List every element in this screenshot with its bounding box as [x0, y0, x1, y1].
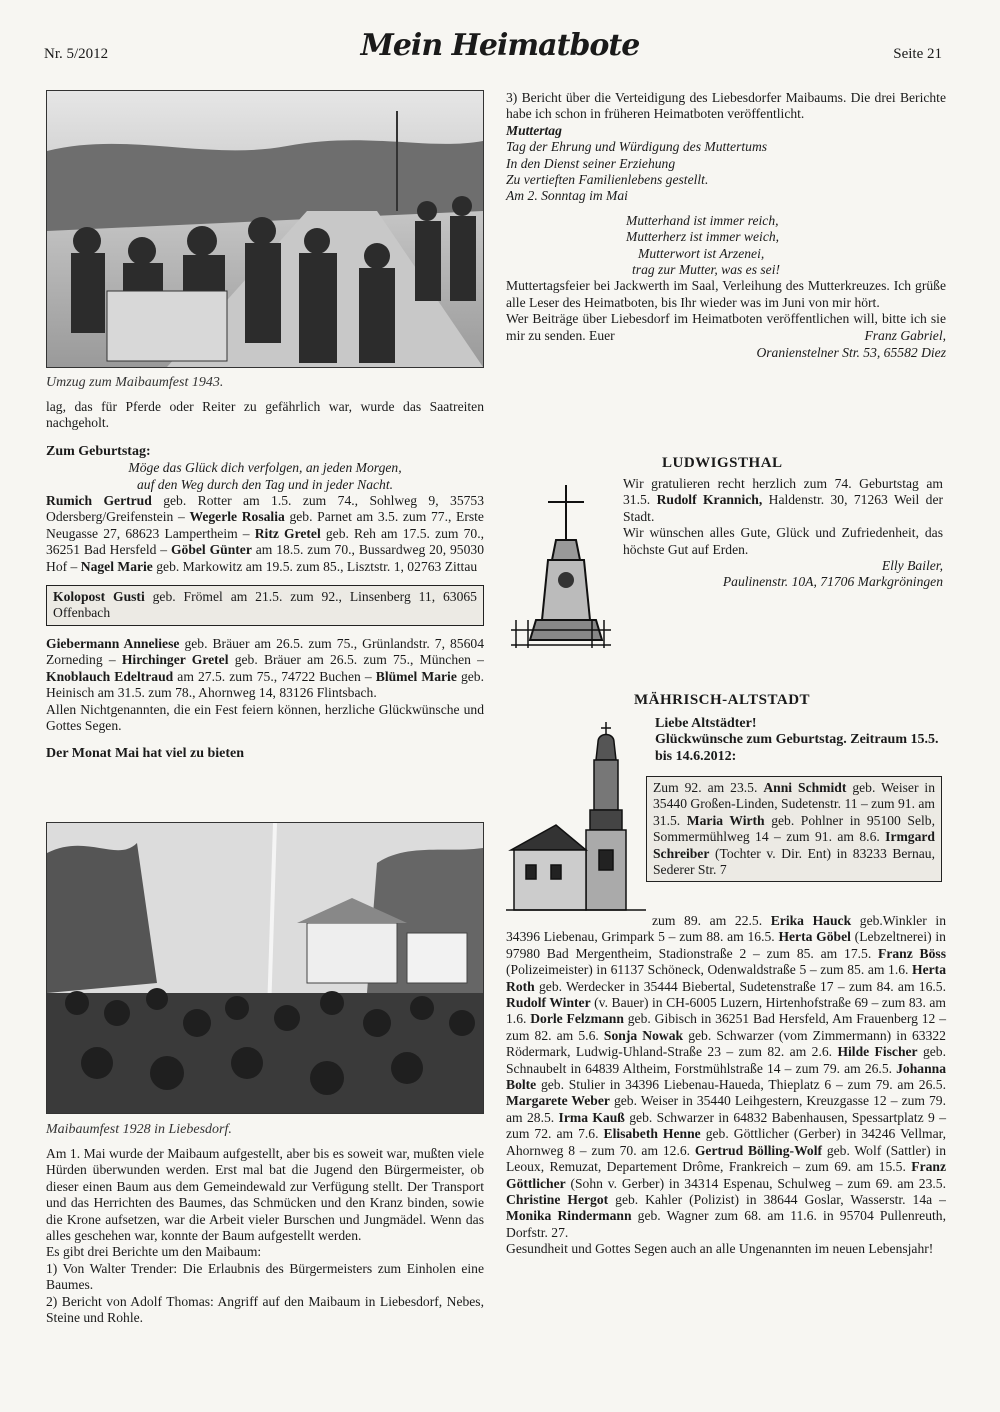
mother-poem	[506, 213, 946, 279]
mother-poem-line: Mutterhand ist immer reich,	[626, 212, 779, 228]
birthday-name: Gertrud Bölling-Wolf	[694, 1142, 823, 1158]
birthday-details: geb.Winkler in 34396 Liebenau, Grimpark 5 – zum 88. am 16.5.	[506, 913, 946, 945]
birthday-name: Herta Göbel	[778, 929, 851, 945]
birthday-details: zum 89. am 22.5.	[652, 913, 771, 928]
birthday-details: geb. Parnet am 3.5. zum 77., Erste Neugasse 27, 68623 Lampertheim –	[46, 509, 484, 541]
maypole-photo-illustration	[47, 823, 483, 1113]
birthday-name: Christine Hergot	[506, 1191, 609, 1207]
birthday-name: Hirchinger Gretel	[121, 652, 229, 668]
birthday-name: Knoblauch Edeltraud	[46, 668, 174, 684]
photo-maypole-1928	[46, 822, 484, 1114]
procession-photo-illustration	[47, 91, 483, 367]
birthday-details: geb. Werdecker in 35444 Biebertal, Sudetenstraße 17 – zum 84. am 16.5.	[534, 978, 946, 994]
ludwigsthal-pre: Wir gratulieren recht herzlich zum 74. Geburtstag am 31.5.	[623, 476, 943, 508]
birthday-name: Maria Wirth	[686, 812, 765, 828]
signature-name: Elly Bailer,	[881, 558, 943, 574]
birthday-details: geb. Schnaubelt in 64839 Altheim, Forstmühlstraße 14 – zum 79. am 26.5.	[506, 1044, 946, 1076]
birthday-details: am 27.5. zum 75., 74722 Buchen –	[173, 668, 376, 684]
birthday-name: Ritz Gretel	[254, 525, 321, 541]
altstadt-birthdays	[506, 913, 946, 1241]
birthday-details: geb. Weiser in 35440 Großen-Linden, Sudetenstr. 11 – zum 91. am 31.5.	[653, 780, 936, 828]
altstadt-greeting: Liebe Altstädter!	[655, 716, 757, 731]
report-1: 1) Von Walter Trender: Die Erlaubnis des Bürgermeisters zum Einholen eine Baumes.	[46, 1260, 484, 1293]
poem-line-2: auf den Weg durch den Tag und in jeder Nacht.	[137, 476, 393, 492]
birthday-name: Kolopost Gusti	[53, 589, 145, 605]
birthday-details: geb. Heinisch am 31.5. zum 78., Ahornweg 14, 83126 Flintsbach.	[46, 668, 484, 701]
birthday-details: geb. Bräuer am 26.5. zum 75., München –	[228, 652, 484, 668]
birthday-details: am 18.5. zum 70., Bussardweg 20, 95030 Hof –	[46, 542, 484, 574]
birthday-name: Franz Böss	[878, 945, 946, 961]
report-2: 2) Bericht von Adolf Thomas: Angriff auf den Maibaum in Liebesdorf, Nebes, Steine und Rohle.	[46, 1293, 484, 1326]
birthday-name: Johanna Bolte	[506, 1060, 946, 1093]
birthday-list-1	[46, 493, 484, 575]
birthday-list-2	[46, 636, 484, 702]
altstadt-intro	[655, 716, 943, 765]
birthday-name: Rudolf Winter	[506, 995, 591, 1011]
birthday-name: Göbel Günter	[170, 542, 252, 558]
birthday-details: (Polizeimeister) in 61137 Schöneck, Odenwaldstraße 5 – zum 85. am 1.6.	[506, 962, 913, 978]
church-icon	[506, 720, 646, 920]
ludwigsthal-text	[623, 476, 943, 591]
birthday-details: (Lebzeltnerei) in 97980 Bad Mergentheim, Stadionstraße 2 – zum 85. am 17.5.	[506, 929, 946, 961]
maypole-text: Am 1. Mai wurde der Maibaum aufgestellt, aber bis es soweit war, mußten viele Hürden überwunden werden. Erst mal bat die Jugend den Bürgermeister, ob dieser einen Baum aus dem Gemeindewald zur Verfügung stellt. Der Transport und das Herrichten des Baumes, das Schmücken und den Kranz binden, sowie die Krone aufsetzen, war die Arbeit vieler Burschen und Jungmädel. Wenn das alles geschehen war, konnte der Baum aufgestellt werden.	[46, 1146, 484, 1244]
birthday-details: geb. Weiser in 35440 Leihgestern, Kreuzgasse 12 – zum 79. am 28.5.	[506, 1093, 947, 1125]
reports-intro: Es gibt drei Berichte um den Maibaum:	[46, 1244, 262, 1260]
mother-poem-line: Mutterwort ist Arzenei,	[638, 245, 765, 261]
altstadt-birthday-list	[506, 913, 946, 1258]
birthday-name: Hilde Fischer	[837, 1044, 918, 1060]
ludwigsthal-greeting	[623, 476, 943, 525]
church-illustration	[506, 720, 646, 920]
birthday-name: Anni Schmidt	[763, 780, 847, 795]
poem-line-1: Möge das Glück dich verfolgen, an jeden Morgen,	[128, 460, 402, 476]
altstadt-boxed-birthdays	[646, 776, 942, 882]
right-column-top-text	[506, 90, 946, 361]
report-3: 3) Bericht über die Verteidigung des Liebesdorfer Maibaums. Die drei Berichte habe ich schon in früheren Heimatboten veröffentlicht.	[506, 90, 946, 122]
birthday-details: geb. Frömel am 21.5. zum 92., Linsenberg 11, 63065 Offenbach	[53, 589, 477, 621]
cross-monument-illustration	[506, 480, 616, 650]
blessing-text: Allen Nichtgenannten, die ein Fest feiern können, herzliche Glückwünsche und Gottes Segen.	[46, 701, 484, 733]
mothersday-line: Zu vertieften Familienlebens gestellt.	[506, 172, 709, 188]
birthday-name: Elisabeth Henne	[603, 1126, 701, 1142]
birthday-name: Rudolf Krannich,	[656, 492, 763, 508]
caption-maypole: Maibaumfest 1928 in Liebesdorf.	[46, 1122, 232, 1137]
masthead-title: Mein Heimatbote	[360, 28, 640, 63]
may-heading: Der Monat Mai hat viel zu bieten	[46, 746, 245, 762]
page-number: Seite 21	[893, 46, 942, 62]
birthday-name: Herta Roth	[506, 962, 946, 994]
photo-procession-1943	[46, 90, 484, 368]
mothersday-line: In den Dienst seiner Erziehung	[506, 155, 676, 171]
mothersday-text: Muttertagsfeier bei Jackwerth im Saal, Verleihung des Mutterkreuzes. Ich grüße alle Leser des Heimatboten, bis Ihr wieder was im Juni von mir hört.	[506, 278, 946, 310]
birthday-details: geb. Schwarzer in 64832 Babenhausen, Spessartplatz 9 – zum 72. am 7.6.	[506, 1109, 946, 1142]
contributions-text: Wer Beiträge über Liebesdorf im Heimatboten veröffentlichen will, bitte ich sie mir zu senden. Euer	[506, 311, 946, 343]
birthday-details: geb. Gibisch in 36251 Bad Hersfeld, Am Frauenberg 12 – zum 82. am 5.6.	[506, 1011, 946, 1043]
mothersday-line: Am 2. Sonntag im Mai	[506, 188, 628, 204]
birthday-name: Sonja Nowak	[603, 1027, 684, 1043]
birthday-details: geb. Rotter am 1.5. zum 74., Sohlweg 9, 35753 Odersberg/Greifenstein –	[46, 493, 485, 525]
birthday-details: geb. Schwarzer (vom Zimmermann) in 63322 Rödermark, Ludwig-Uhland-Straße 23 – zum 82. am 2.6.	[506, 1027, 946, 1060]
birthday-name: Nagel Marie	[80, 558, 153, 574]
birthday-details: (Sohn v. Gerber) in 34314 Espenau, Schulweg – zum 69. am 23.5.	[565, 1175, 946, 1191]
birthday-name: Irmgard Schreiber	[653, 829, 935, 861]
birthday-name: Margarete Weber	[506, 1093, 610, 1109]
boxed-birthday	[46, 585, 484, 626]
mothersday-title: Muttertag	[506, 122, 562, 138]
birthday-name: Giebermann Anneliese	[46, 635, 180, 651]
birthday-details: (Tochter v. Dir. Ent) in 83233 Bernau, Sederer Str. 7	[653, 845, 935, 878]
birthday-name: Rumich Gertrud	[46, 493, 152, 509]
left-column-bottom-text	[46, 1146, 484, 1326]
section-title-ludwigsthal: LUDWIGSTHAL	[662, 455, 783, 471]
mother-poem-line: Mutterherz ist immer weich,	[626, 229, 780, 245]
birthday-details: geb. Pohlner in 95100 Selb, Sommermühlweg 14 – zum 91. am 8.6.	[653, 812, 935, 845]
birthday-details: geb. Bräuer am 26.5. zum 75., Grünlandstr. 7, 85604 Zorneding –	[46, 635, 484, 668]
birthday-name: Monika Rindermann	[506, 1208, 632, 1224]
continuation-text: lag, das für Pferde oder Reiter zu gefährlich war, wurde das Saatreiten nachgeholt.	[46, 399, 484, 431]
mothersday-line: Tag der Ehrung und Würdigung des Muttertums	[506, 139, 768, 155]
birthday-details: geb. Wolf (Sattler) in Leoux, Remuzat, Departement Drôme, Frankreich – zum 69. am 15.5.	[506, 1142, 946, 1175]
birthday-details: geb. Wagner zum 68. am 11.6. in 95704 Pullenreuth, Dorfstr. 27.	[506, 1208, 946, 1240]
ludwigsthal-post: Haldenstr. 30, 71263 Weil der Stadt.	[623, 492, 944, 524]
ludwigsthal-wish: Wir wünschen alles Gute, Glück und Zufriedenheit, das höchste Gut auf Erden.	[623, 525, 943, 557]
birthday-name: Dorle Felzmann	[530, 1011, 624, 1027]
left-column-text	[46, 399, 484, 763]
birthday-details: (v. Bauer) in CH-6005 Luzern, Hirtenhofstraße 69 – zum 83. am 1.6.	[506, 995, 946, 1027]
closing-text: Gesundheit und Gottes Segen auch an alle Ungenannten im neuen Lebensjahr!	[506, 1241, 934, 1257]
birthday-name: Irma Kauß	[558, 1109, 625, 1125]
altstadt-subtitle: Glückwünsche zum Geburtstag. Zeitraum 15.5. bis 14.6.2012:	[655, 732, 939, 764]
birthday-name: Franz Göttlicher	[506, 1159, 946, 1191]
birthday-details: geb. Stulier in 34396 Liebenau-Haueda, Thieplatz 6 – zum 79. am 26.5.	[536, 1077, 946, 1093]
birthday-details: Zum 92. am 23.5.	[653, 780, 764, 795]
signature-address: Oranienstelner Str. 53, 65582 Diez	[756, 344, 946, 360]
birthday-heading: Zum Geburtstag:	[46, 443, 151, 459]
signature-address: Paulinenstr. 10A, 71706 Markgröningen	[722, 574, 943, 590]
mother-poem-line: trag zur Mutter, was es sei!	[632, 262, 781, 278]
cross-monument-icon	[506, 480, 616, 650]
birthday-details: geb. Göttlicher (Gerber) in 34246 Vellmar, Ahornweg 8 – zum 70. am 12.6.	[506, 1126, 946, 1158]
section-title-altstadt: MÄHRISCH-ALTSTADT	[634, 692, 811, 708]
birthday-details: geb. Reh am 17.5. zum 70., 36251 Bad Hersfeld –	[46, 525, 484, 558]
birthday-name: Blümel Marie	[375, 668, 457, 684]
issue-number: Nr. 5/2012	[44, 46, 109, 62]
caption-procession: Umzug zum Maibaumfest 1943.	[46, 375, 224, 390]
birthday-name: Wegerle Rosalia	[189, 509, 285, 525]
birthday-details: geb. Kahler (Polizist) in 38644 Goslar, Wasserstr. 14a –	[608, 1191, 946, 1207]
birthday-name: Erika Hauck	[770, 913, 852, 928]
signature-name: Franz Gabriel,	[864, 328, 946, 344]
birthday-details: geb. Markowitz am 19.5. zum 85., Lisztstr. 1, 02763 Zittau	[152, 558, 478, 574]
